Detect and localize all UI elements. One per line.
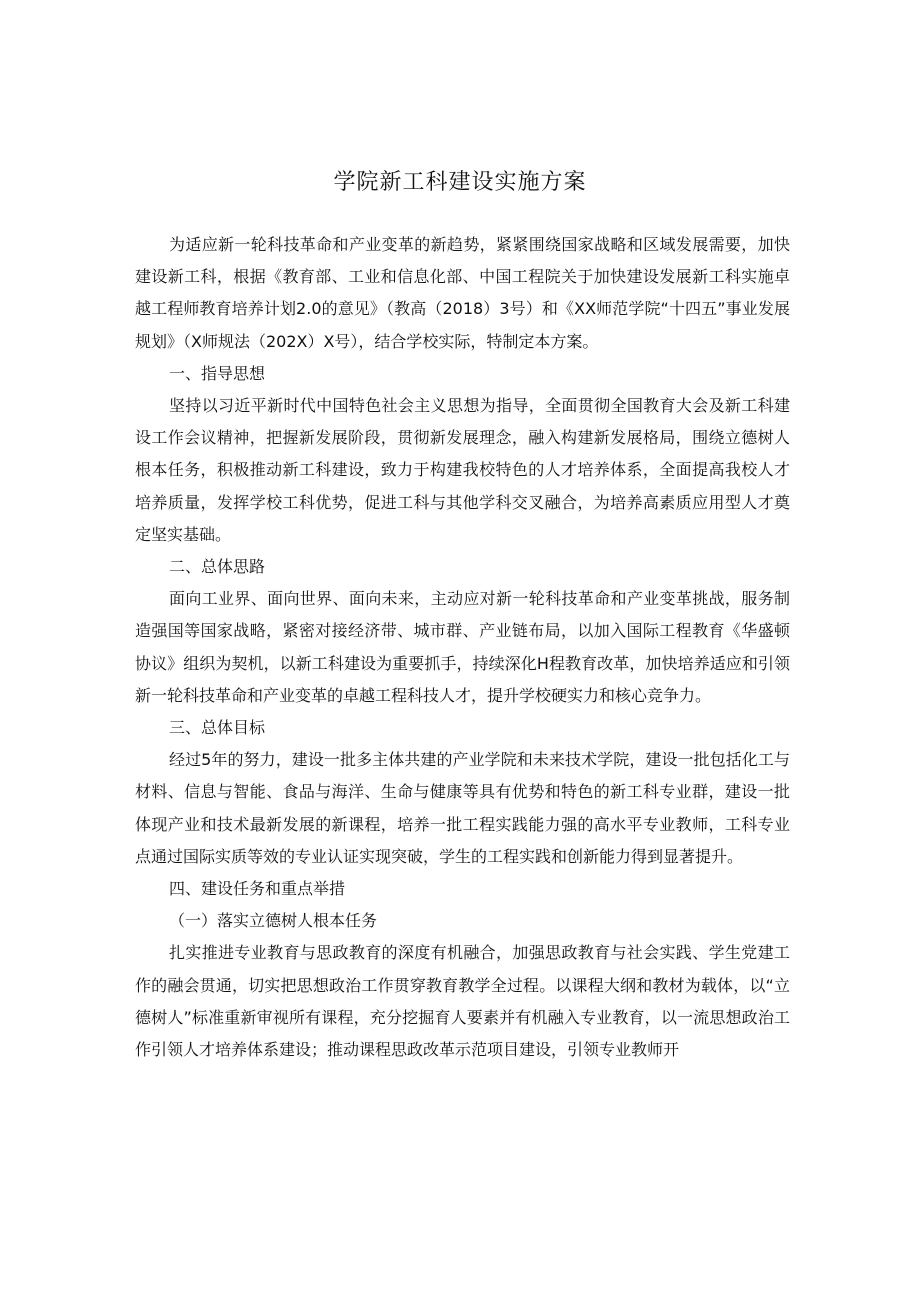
document-body — [135, 229, 790, 1066]
section-paragraph-overall-goals: 经过5年的努力，建设一批多主体共建的产业学院和未来技术学院，建设一批包括化工与材料、信息与智能、食品与海洋、生命与健康等具有优势和特色的新工科专业群，建设一批体现产业和技术最新发展的新课程，培养一批工程实践能力强的高水平专业教师，工科专业点通过国际实质等效的专业认证实现突破，学生的工程实践和创新能力得到显著提升。 — [135, 750, 790, 866]
section-heading-overall-approach: 二、总体思路 — [169, 557, 266, 577]
section-heading-guiding-ideology: 一、指导思想 — [169, 363, 266, 383]
document-title: 学院新工科建设实施方案 — [333, 170, 587, 195]
section-heading-overall-goals: 三、总体目标 — [169, 718, 266, 738]
section-heading-tasks-and-measures: 四、建设任务和重点举措 — [169, 879, 346, 899]
section-paragraph-guiding-ideology: 坚持以习近平新时代中国特色社会主义思想为指导，全面贯彻全国教育大会及新工科建设工作会议精神，把握新发展阶段，贯彻新发展理念，融入构建新发展格局，围绕立德树人根本任务，积极推动新工科建设，致力于构建我校特色的人才培养体系，全面提高我校人才培养质量，发挥学校工科优势，促进工科与其他学科交叉融合，为培养高素质应用型人才奠定坚实基础。 — [135, 396, 790, 544]
intro-paragraph: 为适应新一轮科技革命和产业变革的新趋势，紧紧围绕国家战略和区域发展需要，加快建设新工科，根据《教育部、工业和信息化部、中国工程院关于加快建设发展新工科实施卓越工程师教育培养计划2.0的意见》（教高（2018）3号）和《XX师范学院“十四五”事业发展规划》（X师规法（202X）X号），结合学校实际，特制定本方案。 — [135, 235, 790, 351]
subsection-paragraph-moral-education: 扎实推进专业教育与思政教育的深度有机融合，加强思政教育与社会实践、学生党建工作的融会贯通，切实把思想政治工作贯穿教育教学全过程。以课程大纲和教材为载体，以“立德树人”标准重新审视所有课程，充分挖掘育人要素并有机融入专业教育，以一流思想政治工作引领人才培养体系建设；推动课程思政改革示范项目建设，引领专业教师开 — [135, 943, 790, 1060]
section-paragraph-overall-approach: 面向工业界、面向世界、面向未来，主动应对新一轮科技革命和产业变革挑战，服务制造强国等国家战略，紧密对接经济带、城市群、产业链布局，以加入国际工程教育《华盛顿协议》组织为契机，以新工科建设为重要抓手，持续深化H程教育改革，加快培养适应和引领新一轮科技革命和产业变革的卓越工程科技人才，提升学校硬实力和核心竞争力。 — [135, 589, 790, 705]
subsection-heading-moral-education: （一）落实立德树人根本任务 — [169, 911, 378, 931]
